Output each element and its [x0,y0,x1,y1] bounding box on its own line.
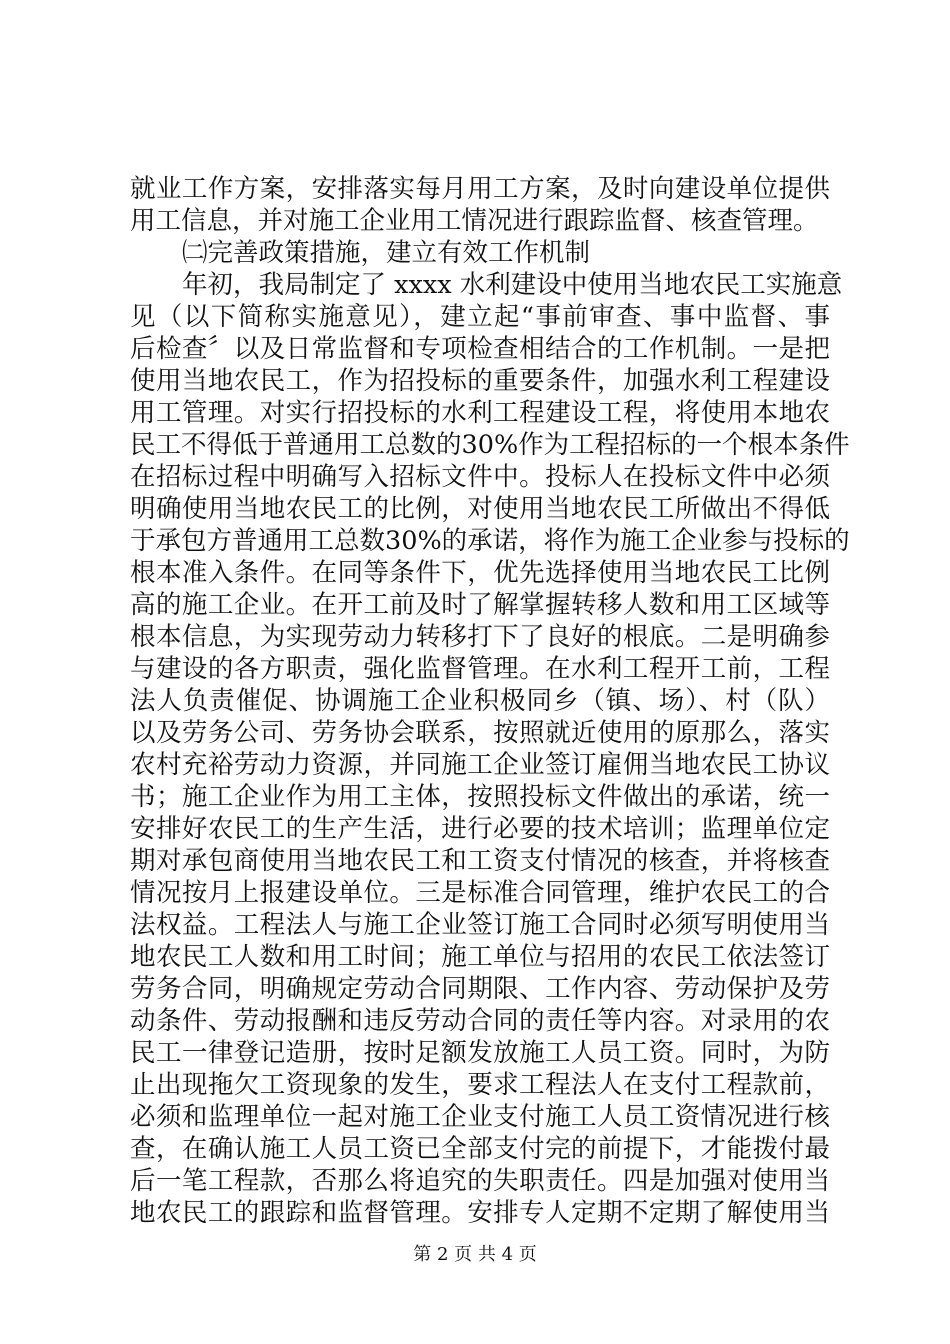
body-line-33: 地农民工的跟踪和监督管理。安排专人定期不定期了解使用当 [130,1198,830,1228]
body-line-28: 民工一律登记造册，按时足额发放施工人员工资。同时，为防 [130,1038,830,1068]
body-line-24: 法权益。工程法人与施工企业签订施工合同时必须写明使用当 [130,910,830,940]
body-line-6: 后检查〞以及日常监督和专项检查相结合的工作机制。一是把 [130,334,830,364]
body-line-13: 根本准入条件。在同等条件下，优先选择使用当地农民工比例 [130,558,830,588]
body-line-21: 安排好农民工的生产生活，进行必要的技术培训；监理单位定 [130,814,830,844]
body-line-31: 查，在确认施工人员工资已全部支付完的前提下，才能拨付最 [130,1134,830,1164]
body-line-9: 民工不得低于普通用工总数的30%作为工程招标的一个根本条件 [130,430,850,460]
body-line-30: 必须和监理单位一起对施工企业支付施工人员工资情况进行核 [130,1102,830,1132]
body-line-5: 见（以下简称实施意见），建立起“事前审查、事中监督、事 [130,302,830,332]
body-line-23: 情况按月上报建设单位。三是标准合同管理，维护农民工的合 [130,878,830,908]
body-line-32: 后一笔工程款，否那么将追究的失职责任。四是加强对使用当 [130,1166,830,1196]
body-line-18: 以及劳务公司、劳务协会联系，按照就近使用的原那么，落实 [130,718,830,748]
body-line-27: 动条件、劳动报酬和违反劳动合同的责任等内容。对录用的农 [130,1006,830,1036]
body-line-22: 期对承包商使用当地农民工和工资支付情况的核查，并将核查 [130,846,830,876]
body-line-29: 止出现拖欠工资现象的发生，要求工程法人在支付工程款前， [130,1070,830,1100]
body-line-11: 明确使用当地农民工的比例，对使用当地农民工所做出不得低 [130,494,830,524]
body-line-17: 法人负责催促、协调施工企业积极同乡（镇、场）、村（队） [130,686,830,716]
body-line-16: 与建设的各方职责，强化监督管理。在水利工程开工前，工程 [130,654,830,684]
body-line-14: 高的施工企业。在开工前及时了解掌握转移人数和用工区域等 [130,590,830,620]
body-line-19: 农村充裕劳动力资源，并同施工企业签订雇佣当地农民工协议 [130,750,830,780]
body-line-12: 于承包方普通用工总数30%的承诺，将作为施工企业参与投标的 [130,526,850,556]
body-line-8: 用工管理。对实行招投标的水利工程建设工程，将使用本地农 [130,398,830,428]
body-line-25: 地农民工人数和用工时间；施工单位与招用的农民工依法签订 [130,942,830,972]
section-heading: ㈡完善政策措施，建立有效工作机制 [182,238,591,268]
body-line-7: 使用当地农民工，作为招投标的重要条件，加强水利工程建设 [130,366,830,396]
body-line-4: 年初，我局制定了 xxxx 水利建设中使用当地农民工实施意 [182,270,843,300]
body-line-26: 劳务合同，明确规定劳动合同期限、工作内容、劳动保护及劳 [130,974,830,1004]
body-line-20: 书；施工企业作为用工主体，按照投标文件做出的承诺，统一 [130,782,830,812]
page-footer: 第 2 页 共 4 页 [413,1244,537,1265]
body-line-2: 用工信息，并对施工企业用工情况进行跟踪监督、核查管理。 [130,206,819,236]
body-line-15: 根本信息，为实现劳动力转移打下了良好的根底。二是明确参 [130,622,830,652]
body-line-1: 就业工作方案，安排落实每月用工方案，及时向建设单位提供 [130,174,830,204]
body-line-10: 在招标过程中明确写入招标文件中。投标人在投标文件中必须 [130,462,830,492]
